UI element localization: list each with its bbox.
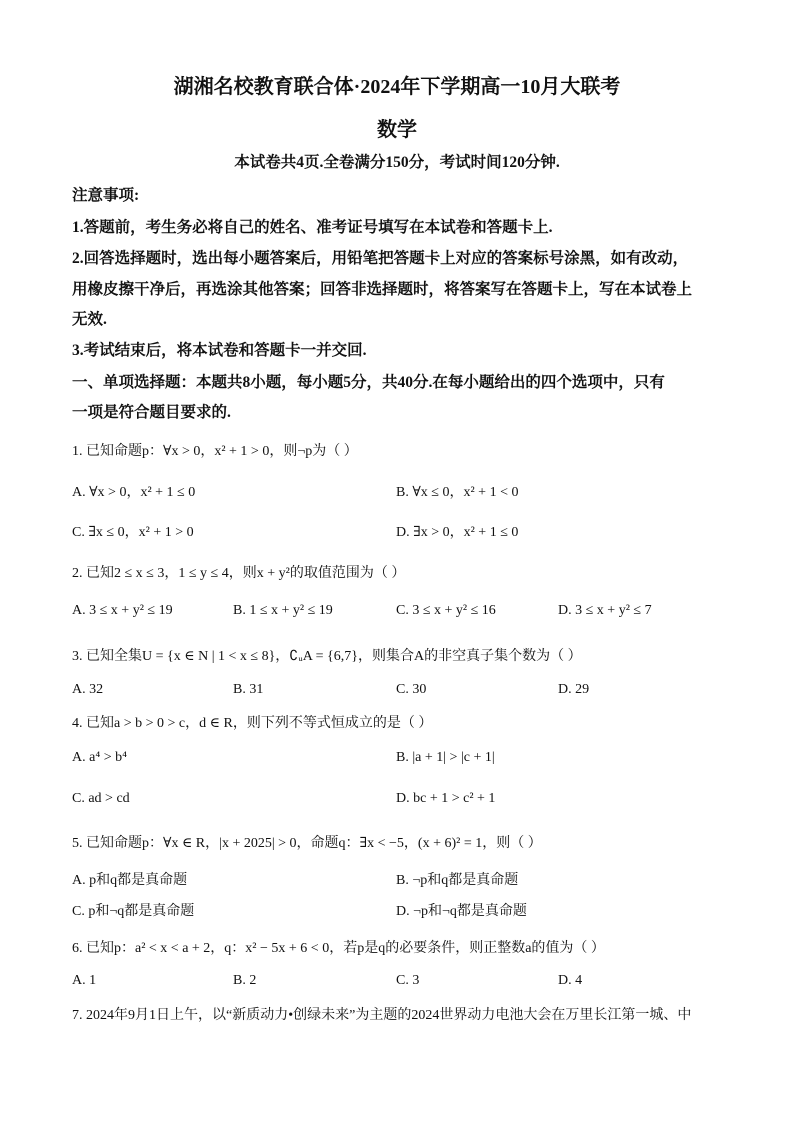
question-4-stem: 4. 已知a > b > 0 > c，d ∈ R，则下列不等式恒成立的是（ ） bbox=[72, 716, 433, 731]
question-5-stem: 5. 已知命题p：∀x ∈ R，|x + 2025| > 0，命题q：∃x < −5，(x + 6)² = 1，则（ ） bbox=[72, 836, 542, 851]
question-1-option-b: B. ∀x ≤ 0，x² + 1 < 0 bbox=[396, 485, 519, 500]
question-1-option-c: C. ∃x ≤ 0，x² + 1 > 0 bbox=[72, 525, 194, 540]
question-6-stem: 6. 已知p：a² < x < a + 2，q：x² − 5x + 6 < 0，若p是q的必要条件，则正整数a的值为（ ） bbox=[72, 941, 605, 956]
exam-info: 本试卷共4页.全卷满分150分，考试时间120分钟. bbox=[234, 154, 560, 171]
notice-item-1: 1.答题前，考生务必将自己的姓名、准考证号填写在本试卷和答题卡上. bbox=[72, 219, 553, 236]
question-4-option-a: A. a⁴ > b⁴ bbox=[72, 750, 127, 765]
question-7-stem: 7. 2024年9月1日上午，以“新质动力•创绿未来”为主题的2024世界动力电池大会在万里长江第一城、中 bbox=[72, 1008, 692, 1023]
section-heading-line-2: 一项是符合题目要求的. bbox=[72, 404, 231, 421]
notice-item-2-line-1: 2.回答选择题时，选出每小题答案后，用铅笔把答题卡上对应的答案标号涂黑，如有改动， bbox=[72, 250, 689, 267]
notice-item-3: 3.考试结束后，将本试卷和答题卡一并交回. bbox=[72, 342, 367, 359]
question-1-option-a: A. ∀x > 0，x² + 1 ≤ 0 bbox=[72, 485, 196, 500]
question-5-option-c: C. p和¬q都是真命题 bbox=[72, 904, 195, 919]
question-6-option-c: C. 3 bbox=[396, 973, 420, 988]
question-2-option-a: A. 3 ≤ x + y² ≤ 19 bbox=[72, 603, 173, 618]
question-5-option-a: A. p和q都是真命题 bbox=[72, 873, 188, 888]
notice-item-2-line-2: 用橡皮擦干净后，再选涂其他答案；回答非选择题时，将答案写在答题卡上，写在本试卷上 bbox=[72, 281, 693, 298]
question-3-stem: 3. 已知全集U = {x ∈ N | 1 < x ≤ 8}，∁ᵤA = {6,7}，则集合A的非空真子集个数为（ ） bbox=[72, 649, 582, 664]
question-1-option-d: D. ∃x > 0，x² + 1 ≤ 0 bbox=[396, 525, 519, 540]
question-1-stem: 1. 已知命题p：∀x > 0，x² + 1 > 0，则¬p为（ ） bbox=[72, 444, 358, 459]
question-3-option-b: B. 31 bbox=[233, 682, 264, 697]
question-3-option-d: D. 29 bbox=[558, 682, 590, 697]
question-2-stem: 2. 已知2 ≤ x ≤ 3，1 ≤ y ≤ 4，则x + y²的取值范围为（ ） bbox=[72, 566, 406, 581]
question-2-option-c: C. 3 ≤ x + y² ≤ 16 bbox=[396, 603, 496, 618]
notice-heading: 注意事项: bbox=[72, 187, 140, 204]
question-4-option-b: B. |a + 1| > |c + 1| bbox=[396, 750, 495, 765]
exam-title: 湖湘名校教育联合体·2024年下学期高一10月大联考 bbox=[173, 76, 621, 98]
question-5-option-b: B. ¬p和q都是真命题 bbox=[396, 873, 519, 888]
subject-title: 数学 bbox=[377, 119, 417, 141]
question-2-option-d: D. 3 ≤ x + y² ≤ 7 bbox=[558, 603, 652, 618]
section-heading-line-1: 一、单项选择题：本题共8小题，每小题5分，共40分.在每小题给出的四个选项中，只有 bbox=[72, 374, 665, 391]
question-6-option-a: A. 1 bbox=[72, 973, 97, 988]
question-2-option-b: B. 1 ≤ x + y² ≤ 19 bbox=[233, 603, 333, 618]
question-5-option-d: D. ¬p和¬q都是真命题 bbox=[396, 904, 527, 919]
question-4-option-c: C. ad > cd bbox=[72, 791, 130, 806]
question-3-option-a: A. 32 bbox=[72, 682, 104, 697]
question-3-option-c: C. 30 bbox=[396, 682, 427, 697]
question-4-option-d: D. bc + 1 > c² + 1 bbox=[396, 791, 496, 806]
question-6-option-d: D. 4 bbox=[558, 973, 583, 988]
notice-item-2-line-3: 无效. bbox=[72, 311, 107, 328]
question-6-option-b: B. 2 bbox=[233, 973, 257, 988]
